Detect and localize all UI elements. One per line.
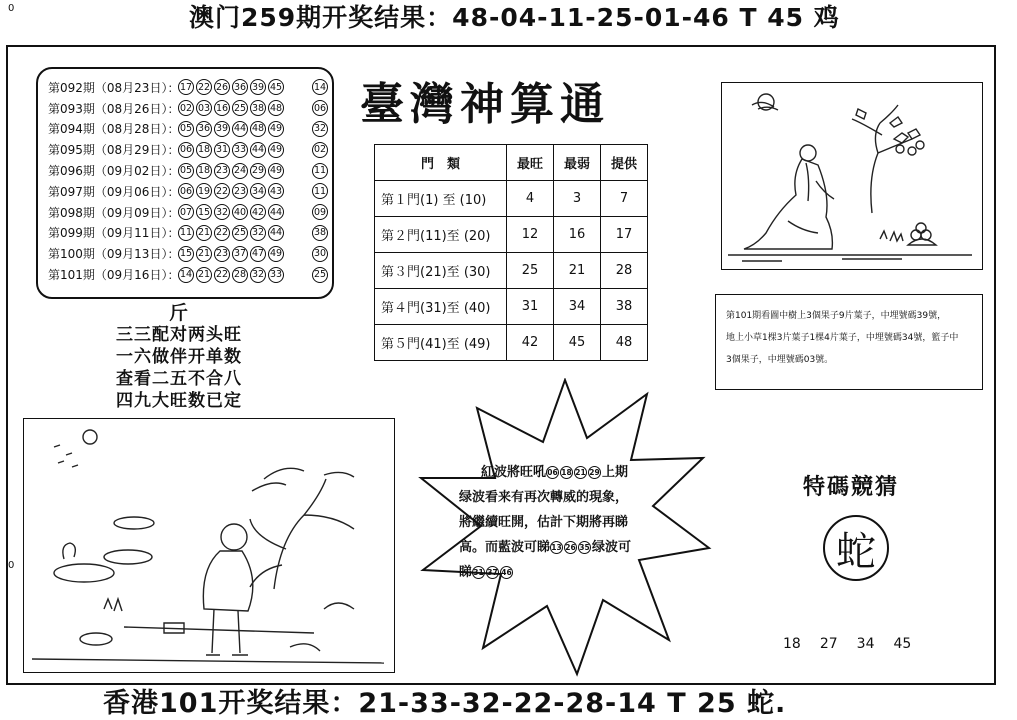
special-guess-numbers <box>783 636 911 652</box>
number-ball: 32 <box>250 225 266 241</box>
number-ball: 40 <box>232 204 248 220</box>
number-ball: 33 <box>232 142 248 158</box>
gate-value-cell: 28 <box>601 253 648 289</box>
number-ball: 48 <box>268 100 284 116</box>
number-ball: 37 <box>232 246 248 262</box>
number-ball: 28 <box>232 267 248 283</box>
number-ball: 03 <box>196 100 212 116</box>
gate-value-cell: 12 <box>507 217 554 253</box>
special-ball: 14 <box>312 79 328 95</box>
starburst-line: 睇31 37 46 <box>459 565 512 580</box>
coldest-col-header: 最弱 <box>554 145 601 181</box>
history-row <box>48 243 332 264</box>
number-ball: 36 <box>196 121 212 137</box>
number-ball: 45 <box>268 79 284 95</box>
number-ball: 39 <box>250 79 266 95</box>
circled-number: 31 <box>473 568 484 577</box>
gate-value-cell: 17 <box>601 217 648 253</box>
gate-value-cell: 4 <box>507 181 554 217</box>
poem-line: 三三配对两头旺 <box>116 325 242 345</box>
number-ball: 21 <box>196 225 212 241</box>
number-ball: 22 <box>214 183 230 199</box>
number-ball: 44 <box>250 142 266 158</box>
gate-row <box>375 289 648 325</box>
picture-note-line: 第101期看圖中樹上3個果子9片葉子，中埋號碼39號， <box>726 311 947 321</box>
history-date-label: 第096期（09月02日）： <box>48 164 180 179</box>
number-ball: 18 <box>196 142 212 158</box>
boy-illustration <box>23 418 395 673</box>
number-ball: 21 <box>196 246 212 262</box>
corner-mark-top: 0 <box>8 3 15 14</box>
number-ball: 48 <box>250 121 266 137</box>
number-ball: 39 <box>214 121 230 137</box>
hottest-col-header: 最旺 <box>507 145 554 181</box>
guess-number: 34 <box>856 636 875 652</box>
number-ball: 44 <box>268 225 284 241</box>
special-ball: 30 <box>312 246 328 262</box>
gate-range-cell: 第１門(1) 至 (10) <box>375 181 507 217</box>
number-ball: 42 <box>250 204 266 220</box>
provided-col-header: 提供 <box>601 145 648 181</box>
poem-line: 查看二五不合八 <box>116 369 242 389</box>
history-row <box>48 202 332 223</box>
special-ball: 09 <box>312 204 328 220</box>
gate-table <box>374 144 648 361</box>
gate-row <box>375 253 648 289</box>
history-date-label: 第097期（09月06日）： <box>48 184 180 199</box>
gate-row <box>375 181 648 217</box>
number-ball: 06 <box>178 142 194 158</box>
number-ball: 25 <box>232 225 248 241</box>
history-date-label: 第095期（08月29日）： <box>48 143 180 158</box>
gate-value-cell: 31 <box>507 289 554 325</box>
number-ball: 07 <box>178 204 194 220</box>
number-ball: 05 <box>178 121 194 137</box>
number-ball: 49 <box>268 142 284 158</box>
starburst-line: 高。而藍波可睇13 26 35 绿波可 <box>459 540 632 555</box>
circled-number: 13 <box>551 543 562 552</box>
gate-value-cell: 48 <box>601 325 648 361</box>
special-ball: 06 <box>312 100 328 116</box>
gate-value-cell: 34 <box>554 289 601 325</box>
number-ball: 49 <box>268 121 284 137</box>
circled-number: 18 <box>561 468 572 477</box>
number-ball: 15 <box>196 204 212 220</box>
number-ball: 38 <box>250 100 266 116</box>
guess-number: 18 <box>783 636 801 652</box>
starburst-text <box>459 460 631 585</box>
picture-note-line: 地上小草1棵3片葉子1棵4片葉子，中埋號碼34號，籃子中 <box>726 333 959 343</box>
history-date-label: 第094期（08月28日）： <box>48 122 180 137</box>
poem-line: 一六做伴开单数 <box>116 347 242 367</box>
number-ball: 19 <box>196 183 212 199</box>
history-date-label: 第092期（08月23日）： <box>48 80 180 95</box>
number-ball: 23 <box>232 183 248 199</box>
history-date-label: 第099期（09月11日）： <box>48 226 180 241</box>
number-ball: 47 <box>250 246 266 262</box>
special-ball: 11 <box>312 163 328 179</box>
history-date-label: 第093期（08月26日）： <box>48 101 180 116</box>
gate-value-cell: 25 <box>507 253 554 289</box>
special-ball: 11 <box>312 183 328 199</box>
number-ball: 22 <box>214 267 230 283</box>
number-ball: 49 <box>268 246 284 262</box>
history-list <box>36 67 334 299</box>
number-ball: 14 <box>178 267 194 283</box>
special-ball: 02 <box>312 142 328 158</box>
history-row <box>48 119 332 140</box>
starburst-line: 將繼續旺開，估計下期將再睇 <box>459 515 629 530</box>
gate-range-cell: 第２門(11)至 (20) <box>375 217 507 253</box>
number-ball: 18 <box>196 163 212 179</box>
number-ball: 05 <box>178 163 194 179</box>
history-row <box>48 77 332 98</box>
history-row <box>48 160 332 181</box>
starburst-panel <box>417 378 713 678</box>
number-ball: 31 <box>214 142 230 158</box>
history-date-label: 第101期（09月16日）： <box>48 268 180 283</box>
circled-number: 29 <box>589 468 600 477</box>
number-ball: 22 <box>214 225 230 241</box>
picture-note-line: 3個果子，中埋號碼03號。 <box>726 355 834 365</box>
gate-value-cell: 3 <box>554 181 601 217</box>
number-ball: 21 <box>196 267 212 283</box>
number-ball: 17 <box>178 79 194 95</box>
number-ball: 15 <box>178 246 194 262</box>
poem-title: 斤 <box>168 302 189 324</box>
circled-number: 21 <box>575 468 586 477</box>
special-ball: 25 <box>312 267 328 283</box>
number-ball: 33 <box>268 267 284 283</box>
number-ball: 36 <box>232 79 248 95</box>
history-date-label: 第098期（09月09日）： <box>48 205 180 220</box>
circled-number: 26 <box>565 543 576 552</box>
number-ball: 06 <box>178 183 194 199</box>
number-ball: 11 <box>178 225 194 241</box>
poem <box>116 302 242 412</box>
number-ball: 23 <box>214 246 230 262</box>
circled-number: 35 <box>579 543 590 552</box>
history-date-label: 第100期（09月13日）： <box>48 247 180 262</box>
number-ball: 25 <box>232 100 248 116</box>
number-ball: 34 <box>250 183 266 199</box>
history-row <box>48 98 332 119</box>
sage-illustration <box>721 82 983 270</box>
circled-number: 06 <box>547 468 558 477</box>
number-ball: 16 <box>214 100 230 116</box>
corner-mark-side: 0 <box>8 560 15 571</box>
gate-range-cell: 第５門(41)至 (49) <box>375 325 507 361</box>
history-row <box>48 139 332 160</box>
hongkong-result-footer: 香港101开奖结果：21-33-32-22-28-14 T 25 蛇. <box>103 688 787 719</box>
number-ball: 24 <box>232 163 248 179</box>
number-ball: 43 <box>268 183 284 199</box>
number-ball: 44 <box>232 121 248 137</box>
gate-row <box>375 325 648 361</box>
history-row <box>48 264 332 285</box>
gate-range-cell: 第３門(21)至 (30) <box>375 253 507 289</box>
circled-number: 37 <box>487 568 498 577</box>
picture-note <box>715 294 983 390</box>
number-ball: 23 <box>214 163 230 179</box>
gate-row <box>375 217 648 253</box>
circled-number: 46 <box>501 568 512 577</box>
gate-value-cell: 45 <box>554 325 601 361</box>
gate-value-cell: 7 <box>601 181 648 217</box>
guess-number: 27 <box>819 636 838 652</box>
number-ball: 44 <box>268 204 284 220</box>
number-ball: 32 <box>214 204 230 220</box>
gate-value-cell: 16 <box>554 217 601 253</box>
gate-value-cell: 38 <box>601 289 648 325</box>
gate-col-header: 門 類 <box>375 145 507 181</box>
starburst-line: 紅波將旺吼06 18 21 29 上期 <box>481 465 629 480</box>
zodiac-circle: 蛇 <box>823 515 889 581</box>
special-guess-title: 特碼競猜 <box>803 475 900 500</box>
gate-range-cell: 第４門(31)至 (40) <box>375 289 507 325</box>
history-row <box>48 223 332 244</box>
gate-value-cell: 21 <box>554 253 601 289</box>
number-ball: 49 <box>268 163 284 179</box>
number-ball: 29 <box>250 163 266 179</box>
special-ball: 38 <box>312 225 328 241</box>
gate-table-header <box>375 145 648 181</box>
history-row <box>48 181 332 202</box>
starburst-line: 绿波看来有再次轉威的現象， <box>459 490 629 505</box>
macau-result-header: 澳门259期开奖结果：48-04-11-25-01-46 T 45 鸡 <box>189 3 840 32</box>
brand-title: 臺灣神算通 <box>360 79 610 130</box>
gate-value-cell: 42 <box>507 325 554 361</box>
special-ball: 32 <box>312 121 328 137</box>
number-ball: 26 <box>214 79 230 95</box>
number-ball: 22 <box>196 79 212 95</box>
number-ball: 02 <box>178 100 194 116</box>
guess-number: 45 <box>893 636 912 652</box>
number-ball: 32 <box>250 267 266 283</box>
poem-line: 四九大旺数已定 <box>116 391 242 411</box>
